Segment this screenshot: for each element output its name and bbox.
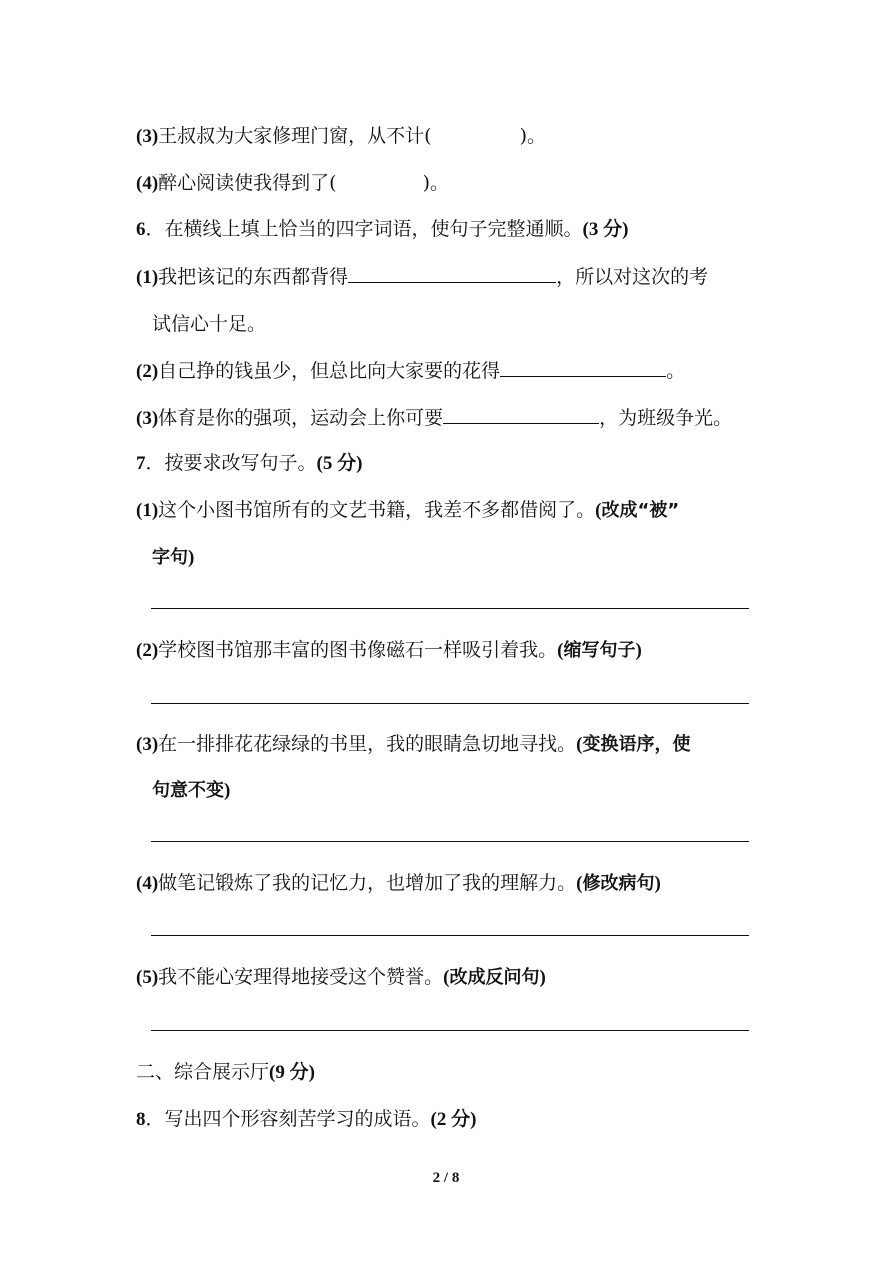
item-number: (3) xyxy=(136,126,159,147)
answer-line-2[interactable] xyxy=(151,703,749,704)
question-title: ．在横线上填上恰当的四字词语，使句子完整通顺。 xyxy=(145,218,583,240)
hint-paren-close: ) xyxy=(635,640,642,661)
hint-paren-close: ) xyxy=(224,780,231,801)
q6-item-2 xyxy=(136,358,685,384)
hint-paren-open: ( xyxy=(576,734,583,755)
item-text: 醉心阅读使我得到了( xyxy=(158,172,337,194)
page-number xyxy=(0,1170,892,1187)
q5-item-4 xyxy=(136,171,449,196)
answer-line-3[interactable] xyxy=(151,841,749,842)
page-separator: / xyxy=(443,1170,449,1186)
hint-paren-open: ( xyxy=(443,967,450,988)
question-title: ．写出四个形容刻苦学习的成语。 xyxy=(145,1108,431,1130)
question-number: 7 xyxy=(136,453,146,474)
item-number: (4) xyxy=(136,173,159,194)
item-text-after: ，所以对这次的考 xyxy=(556,266,709,288)
q5-item-3 xyxy=(136,124,546,149)
item-number: (2) xyxy=(136,361,159,382)
item-close: )。 xyxy=(422,172,449,194)
question-title: ．按要求改写句子。 xyxy=(145,452,317,474)
item-text-before: 体育是你的强项，运动会上你可要 xyxy=(158,407,444,429)
question-7-heading xyxy=(136,451,362,476)
question-score: (5 分) xyxy=(316,453,363,474)
hint-paren-open: ( xyxy=(595,500,602,521)
question-8-heading xyxy=(136,1107,476,1132)
q7-item-3 xyxy=(136,732,691,757)
item-text-cont: 试信心十足。 xyxy=(152,313,267,335)
instruction-hint: 修改病句 xyxy=(582,873,655,894)
q7-item-2 xyxy=(136,638,642,663)
item-text: 学校图书馆那丰富的图书像磁石一样吸引着我。 xyxy=(158,639,558,661)
item-text-before: 我把该记的东西都背得 xyxy=(158,266,349,288)
item-text-after: 。 xyxy=(666,360,686,382)
item-text-after: ，为班级争光。 xyxy=(599,407,733,429)
hint-paren-close: ) xyxy=(654,873,661,894)
instruction-hint: 缩写句子 xyxy=(563,640,636,661)
q6-item-1 xyxy=(136,264,708,290)
item-close: )。 xyxy=(519,125,546,147)
question-number: 8 xyxy=(136,1109,146,1130)
q6-item-3 xyxy=(136,405,732,431)
section-title: 二、综合展示厅 xyxy=(136,1061,270,1083)
item-number: (5) xyxy=(136,967,159,988)
item-number: (2) xyxy=(136,640,159,661)
answer-line-4[interactable] xyxy=(151,935,749,936)
answer-line-1[interactable] xyxy=(151,608,749,609)
item-number: (1) xyxy=(136,500,159,521)
instruction-hint-cont: 字句 xyxy=(152,547,188,568)
item-number: (3) xyxy=(136,734,159,755)
q7-item-5 xyxy=(136,965,546,990)
item-text: 做笔记锻炼了我的记忆力，也增加了我的理解力。 xyxy=(158,872,577,894)
item-text: 我不能心安理得地接受这个赞誉。 xyxy=(158,966,444,988)
q7-item-4 xyxy=(136,871,661,896)
section-score: (9 分) xyxy=(269,1062,315,1083)
page-total: 8 xyxy=(451,1170,460,1186)
question-score: (3 分) xyxy=(582,219,629,240)
section-2-heading xyxy=(136,1060,315,1085)
page-current: 2 xyxy=(432,1170,441,1186)
instruction-hint: 改成反问句 xyxy=(449,967,540,988)
q6-item-1-continued xyxy=(152,312,266,336)
fill-blank[interactable] xyxy=(348,264,556,283)
fill-blank[interactable] xyxy=(500,358,666,377)
instruction-hint: 变换语序，使 xyxy=(582,734,691,755)
answer-line-5[interactable] xyxy=(151,1030,749,1031)
hint-paren-open: ( xyxy=(576,873,583,894)
item-text: 在一排排花花绿绿的书里，我的眼睛急切地寻找。 xyxy=(158,733,577,755)
instruction-hint: 改成“被” xyxy=(601,500,680,521)
item-number: (1) xyxy=(136,267,159,288)
q7-item-3-hint-continued xyxy=(152,778,230,803)
q7-item-1 xyxy=(136,498,679,523)
item-text-before: 自己挣的钱虽少，但总比向大家要的花得 xyxy=(158,360,501,382)
instruction-hint-cont: 句意不变 xyxy=(152,780,224,801)
question-number: 6 xyxy=(136,219,146,240)
fill-blank[interactable] xyxy=(443,405,599,424)
item-text: 王叔叔为大家修理门窗，从不计( xyxy=(158,125,432,147)
item-number: (4) xyxy=(136,873,159,894)
hint-paren-open: ( xyxy=(557,640,564,661)
hint-paren-close: ) xyxy=(539,967,546,988)
item-text: 这个小图书馆所有的文艺书籍，我差不多都借阅了。 xyxy=(158,499,596,521)
hint-paren-close: ) xyxy=(188,547,195,568)
q7-item-1-hint-continued xyxy=(152,545,194,570)
item-number: (3) xyxy=(136,408,159,429)
question-6-heading xyxy=(136,217,628,242)
question-score: (2 分) xyxy=(430,1109,477,1130)
